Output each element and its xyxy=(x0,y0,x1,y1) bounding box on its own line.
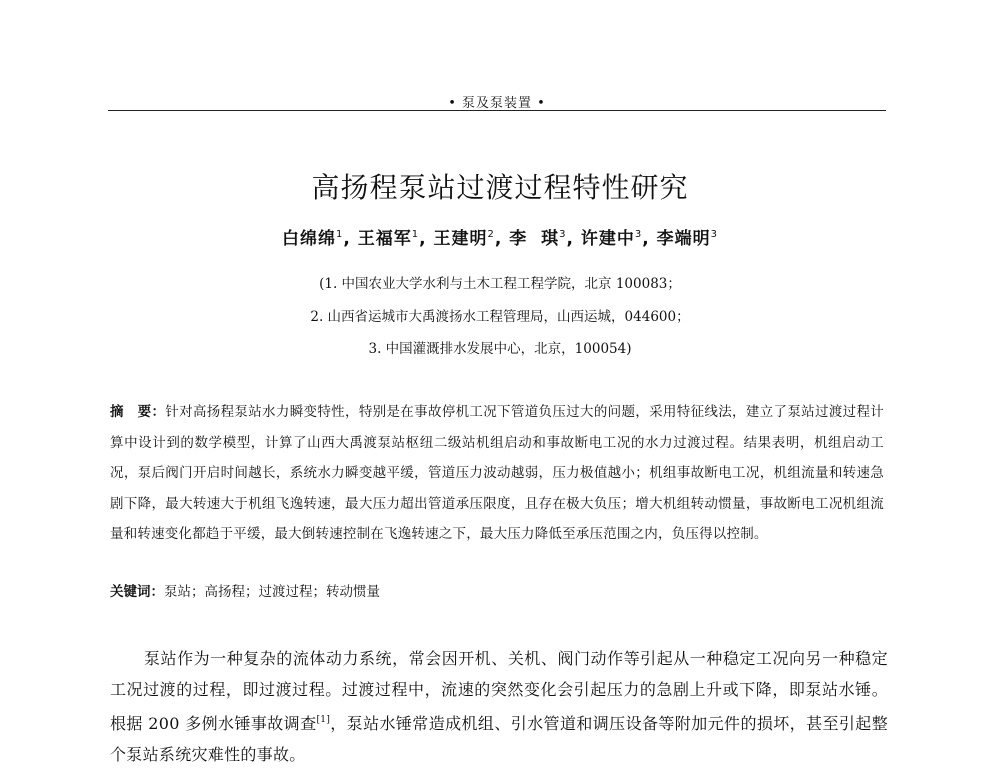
author-name: 白绵绵 xyxy=(281,229,336,249)
author-affiliation-mark: 3 xyxy=(710,229,719,240)
citation-ref[interactable]: [1] xyxy=(316,715,331,725)
author-list: 白绵绵$^1$, 王福军$^1$, 王建明$^2$, 李 琪$^3$, 许建中$^3$, 李端明$^3$ xyxy=(281,229,719,249)
author-name: 王福军 xyxy=(357,229,412,249)
author-name: 李 琪 xyxy=(509,229,560,249)
keywords-text: 泵站；高扬程；过渡过程；转动惯量 xyxy=(164,584,380,600)
intro-paragraph xyxy=(110,643,888,770)
affiliation-1: (1. 中国农业大学水利与土木工程工程学院，北京 100083； xyxy=(319,276,681,292)
intro-text-part2: ，泵站水锤常造成机组、引水管道和调压设备等附加元件的损坏，甚至引起整个泵站系统灾难性的事故。 xyxy=(110,714,888,764)
author-name: 许建中 xyxy=(580,229,635,249)
author-name: 李端明 xyxy=(656,229,711,249)
abstract xyxy=(110,397,884,550)
affiliation-3: 3. 中国灌溉排水发展中心，北京，100054) xyxy=(368,341,632,357)
abstract-text: 针对高扬程泵站水力瞬变特性，特别是在事故停机工况下管道负压过大的问题，采用特征线法，建立了泵站过渡过程计算中设计到的数学模型，计算了山西大禹渡泵站枢纽二级站机组启动和事故断电工况的水力过渡过程。结果表明，机组启动工况，泵后阀门开启时间越长，系统水力瞬变越平缓，管道压力波动越弱，压力极值越小；机组事故断电工况，机组流量和转速急剧下降，最大转速大于机组飞逸转速，最大压力超出管道承压限度，且存在极大负压；增大机组转动惯量，事故断电工况机组流量和转速变化都趋于平缓，最大倒转速控制在飞逸转速之下，最大压力降低至承压范围之内，负压得以控制。 xyxy=(110,404,884,542)
keywords xyxy=(110,580,884,600)
author-affiliation-mark: 1 xyxy=(411,229,420,240)
author-affiliation-mark: 1 xyxy=(335,229,344,240)
running-head: • 泵及泵装置 • xyxy=(448,96,546,111)
abstract-label: 摘 要： xyxy=(110,404,166,420)
keywords-label: 关键词： xyxy=(110,584,164,600)
intro-text-part1: 泵站作为一种复杂的流体动力系统，常会因开机、关机、阀门动作等引起从一种稳定工况向另一种稳定工况过渡的过程，即过渡过程。过渡过程中，流速的突然变化会引起压力的急剧上升或下降，即泵站水锤。根据 200 多例水锤事故调查 xyxy=(110,649,888,733)
author-name: 王建明 xyxy=(433,229,488,249)
author-affiliation-mark: 3 xyxy=(559,229,567,240)
paper-title: 高扬程泵站过渡过程特性研究 xyxy=(311,171,689,204)
affiliation-2: 2. 山西省运城市大禹渡扬水工程管理局，山西运城，044600； xyxy=(310,309,690,325)
author-affiliation-mark: 3 xyxy=(634,229,643,240)
header-rule xyxy=(108,110,886,111)
author-affiliation-mark: 2 xyxy=(487,229,495,240)
